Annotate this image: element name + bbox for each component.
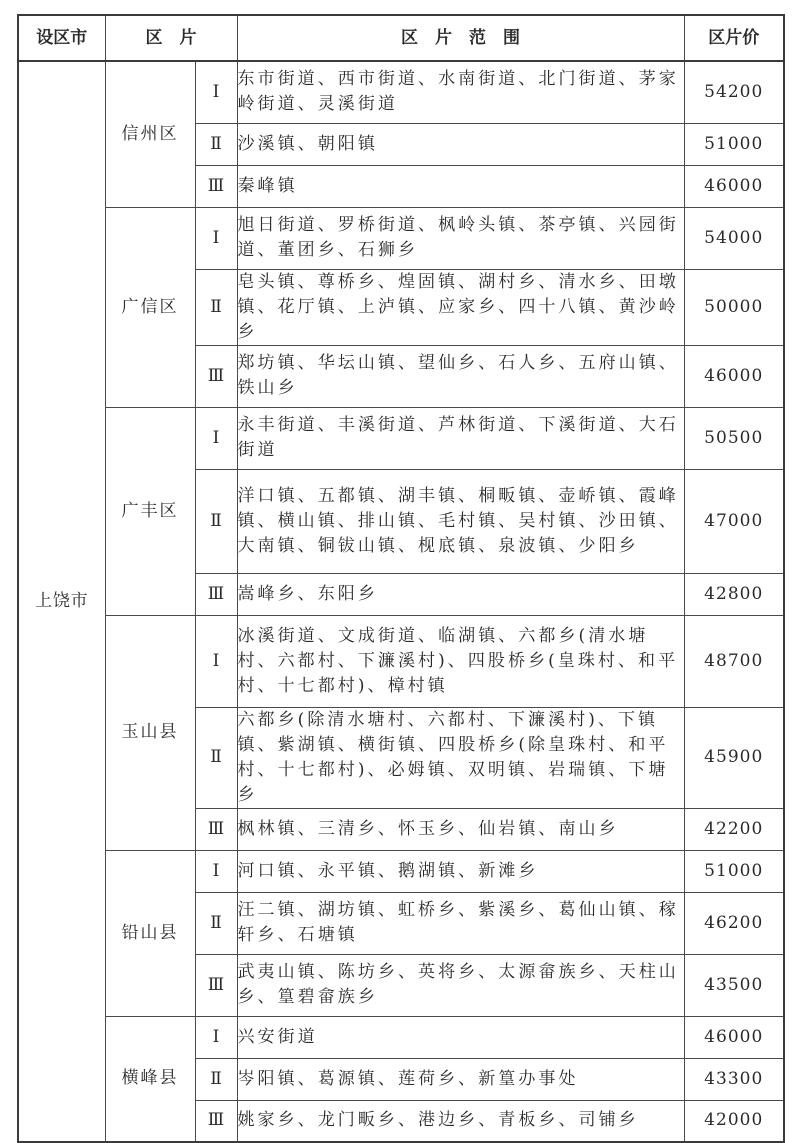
- price-cell: 50000: [684, 269, 784, 345]
- district-cell: 铅山县: [105, 850, 195, 1016]
- range-cell: 六都乡(除清水塘村、六都村、下濂溪村)、下镇镇、紫湖镇、横街镇、四股桥乡(除皇珠村、和平村、十七都村)、必姆镇、双明镇、岩瑞镇、下塘乡: [237, 707, 684, 808]
- price-cell: 42200: [684, 808, 784, 850]
- price-cell: 51000: [684, 850, 784, 892]
- grade-cell: Ⅱ: [195, 1058, 237, 1100]
- range-cell: 岑阳镇、葛源镇、莲荷乡、新篁办事处: [237, 1058, 684, 1100]
- range-cell: 旭日街道、罗桥街道、枫岭头镇、茶亭镇、兴园街道、董团乡、石狮乡: [237, 207, 684, 269]
- grade-cell: Ⅲ: [195, 808, 237, 850]
- table-row: [18, 407, 784, 469]
- header-row: [18, 15, 784, 61]
- grade-cell: Ⅱ: [195, 123, 237, 165]
- header-city: 设区市: [18, 15, 105, 61]
- price-cell: 45900: [684, 707, 784, 808]
- price-cell: 51000: [684, 123, 784, 165]
- range-cell: 皂头镇、尊桥乡、煌固镇、湖村乡、清水乡、田墩镇、花厅镇、上泸镇、应家乡、四十八镇、黄沙岭乡: [237, 269, 684, 345]
- range-cell: 枫林镇、三清乡、怀玉乡、仙岩镇、南山乡: [237, 808, 684, 850]
- range-cell: 秦峰镇: [237, 165, 684, 207]
- range-cell: 洋口镇、五都镇、湖丰镇、桐畈镇、壶峤镇、霞峰镇、横山镇、排山镇、毛村镇、吴村镇、沙田镇、大南镇、铜钹山镇、枧底镇、泉波镇、少阳乡: [237, 469, 684, 573]
- price-cell: 54000: [684, 207, 784, 269]
- table-row: [18, 615, 784, 707]
- price-cell: 43500: [684, 954, 784, 1016]
- grade-cell: Ⅲ: [195, 573, 237, 615]
- district-cell: 广丰区: [105, 407, 195, 615]
- grade-cell: Ⅲ: [195, 1100, 237, 1142]
- district-cell: 信州区: [105, 61, 195, 207]
- grade-cell: Ⅱ: [195, 469, 237, 573]
- table-row: [18, 207, 784, 269]
- range-cell: 永丰街道、丰溪街道、芦林街道、下溪街道、大石街道: [237, 407, 684, 469]
- price-cell: 43300: [684, 1058, 784, 1100]
- grade-cell: Ⅲ: [195, 954, 237, 1016]
- header-range: 区 片 范 围: [237, 15, 684, 61]
- district-cell: 玉山县: [105, 615, 195, 850]
- table-row: [18, 1016, 784, 1058]
- grade-cell: Ⅰ: [195, 207, 237, 269]
- district-cell: 横峰县: [105, 1016, 195, 1142]
- table-body: [18, 61, 784, 1142]
- price-cell: 50500: [684, 407, 784, 469]
- price-cell: 47000: [684, 469, 784, 573]
- city-cell: 上饶市: [18, 61, 105, 1142]
- range-cell: 汪二镇、湖坊镇、虹桥乡、紫溪乡、葛仙山镇、稼轩乡、石塘镇: [237, 892, 684, 954]
- land-price-table: [17, 14, 785, 1143]
- grade-cell: Ⅱ: [195, 707, 237, 808]
- table-row: [18, 61, 784, 123]
- price-cell: 46000: [684, 345, 784, 407]
- price-cell: 42000: [684, 1100, 784, 1142]
- grade-cell: Ⅰ: [195, 61, 237, 123]
- grade-cell: Ⅰ: [195, 615, 237, 707]
- grade-cell: Ⅱ: [195, 892, 237, 954]
- district-cell: 广信区: [105, 207, 195, 407]
- price-cell: 46200: [684, 892, 784, 954]
- range-cell: 武夷山镇、陈坊乡、英将乡、太源畲族乡、天柱山乡、篁碧畲族乡: [237, 954, 684, 1016]
- header-district: 区 片: [105, 15, 237, 61]
- range-cell: 冰溪街道、文成街道、临湖镇、六都乡(清水塘村、六都村、下濂溪村)、四股桥乡(皇珠村、和平村、十七都村)、樟村镇: [237, 615, 684, 707]
- price-table-sheet: [17, 14, 785, 1143]
- range-cell: 河口镇、永平镇、鹅湖镇、新滩乡: [237, 850, 684, 892]
- price-cell: 46000: [684, 1016, 784, 1058]
- price-cell: 42800: [684, 573, 784, 615]
- range-cell: 嵩峰乡、东阳乡: [237, 573, 684, 615]
- range-cell: 沙溪镇、朝阳镇: [237, 123, 684, 165]
- range-cell: 兴安街道: [237, 1016, 684, 1058]
- range-cell: 姚家乡、龙门畈乡、港边乡、青板乡、司铺乡: [237, 1100, 684, 1142]
- grade-cell: Ⅰ: [195, 1016, 237, 1058]
- table-row: [18, 850, 784, 892]
- grade-cell: Ⅲ: [195, 345, 237, 407]
- price-cell: 48700: [684, 615, 784, 707]
- grade-cell: Ⅰ: [195, 850, 237, 892]
- header-price: 区片价: [684, 15, 784, 61]
- grade-cell: Ⅲ: [195, 165, 237, 207]
- range-cell: 郑坊镇、华坛山镇、望仙乡、石人乡、五府山镇、铁山乡: [237, 345, 684, 407]
- grade-cell: Ⅰ: [195, 407, 237, 469]
- price-cell: 54200: [684, 61, 784, 123]
- range-cell: 东市街道、西市街道、水南街道、北门街道、茅家岭街道、灵溪街道: [237, 61, 684, 123]
- grade-cell: Ⅱ: [195, 269, 237, 345]
- price-cell: 46000: [684, 165, 784, 207]
